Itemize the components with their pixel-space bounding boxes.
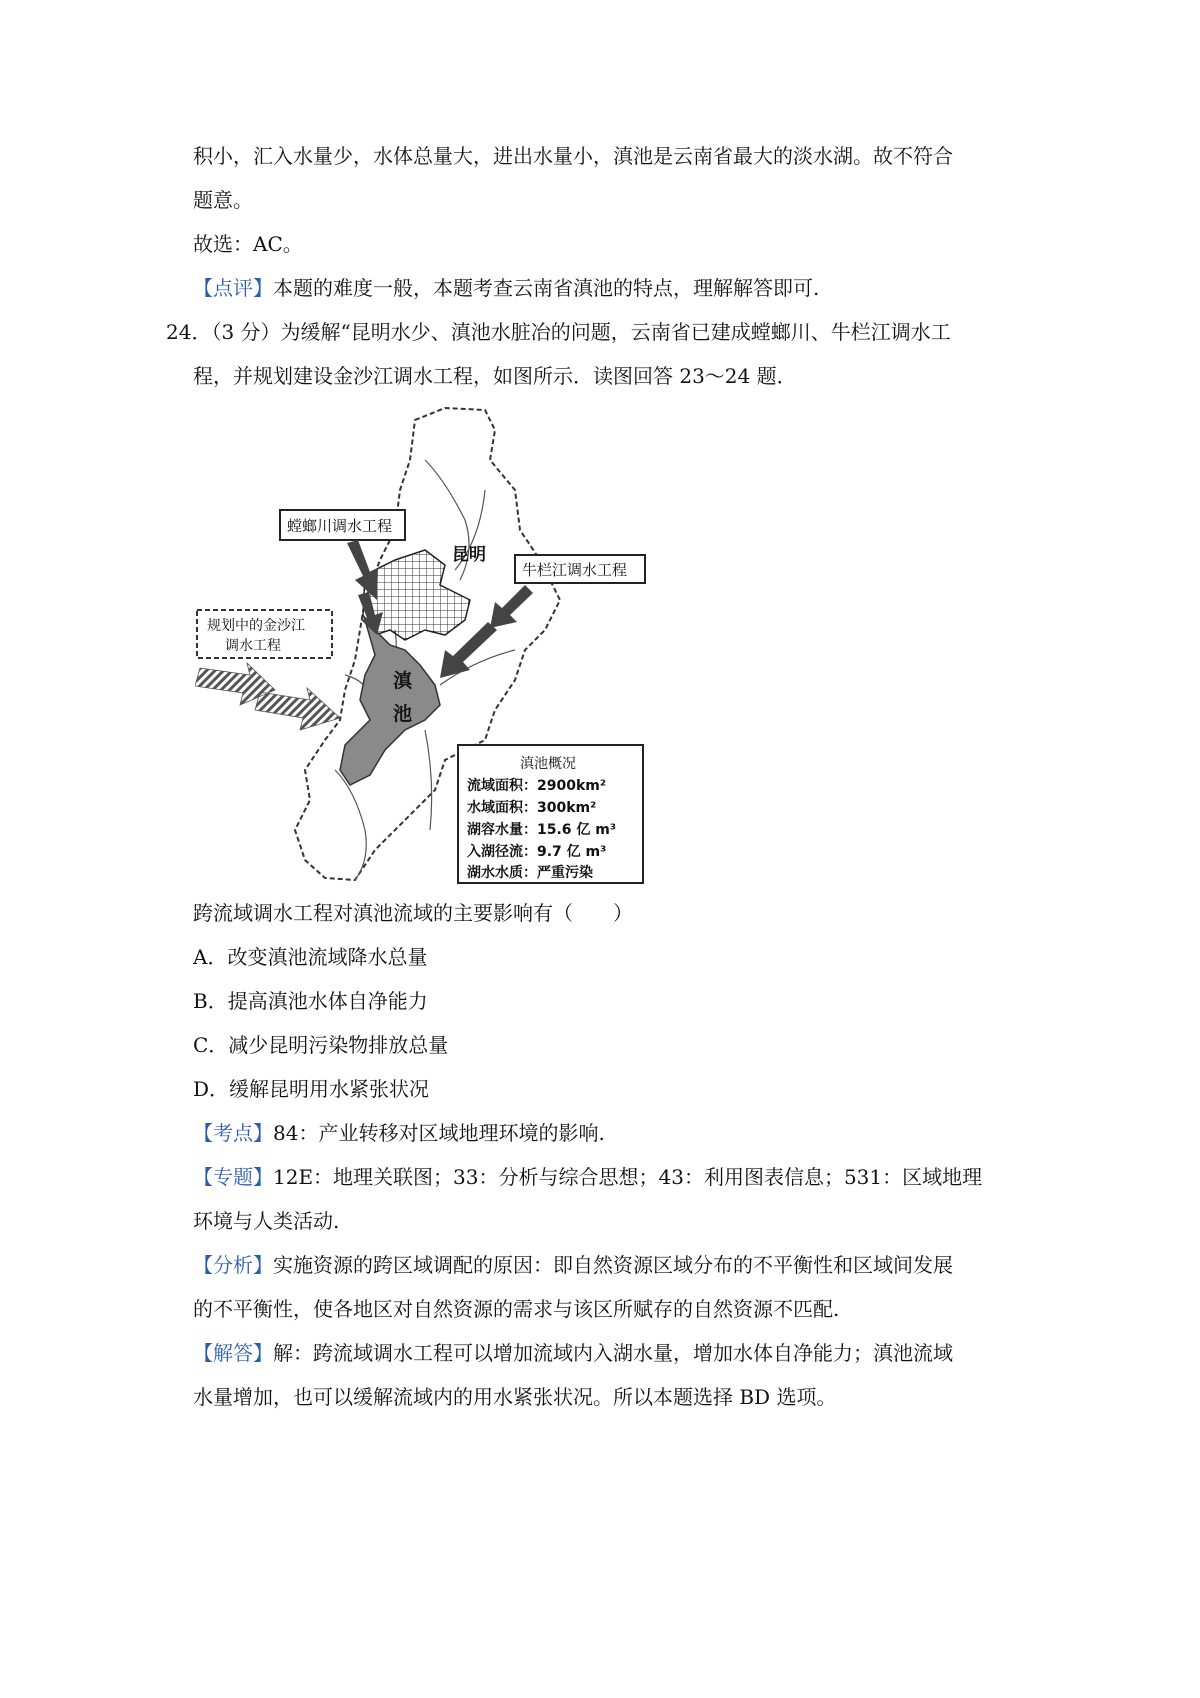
zhuanti: [193, 1163, 982, 1191]
comment: [193, 274, 819, 302]
answer-choice: 故选：AC。: [193, 232, 303, 256]
question-stem: [166, 318, 951, 346]
river: [425, 730, 432, 830]
kaodian-text: 84：产业转移对区域地理环境的影响.: [273, 1121, 605, 1145]
question-score: （3 分）: [211, 320, 281, 344]
jieda-line2: 水量增加，也可以缓解流域内的用水紧张状况。所以本题选择 BD 选项。: [193, 1385, 837, 1409]
jinsha-label-2: 调水工程: [225, 638, 281, 654]
kaodian-tag: 【考点】: [193, 1121, 273, 1145]
info-title: 滇池概况: [520, 756, 576, 772]
question-number: 24．: [166, 320, 212, 344]
info-line: 流域面积：2900km²: [467, 778, 606, 794]
jinsha-label-1: 规划中的金沙江: [207, 618, 305, 634]
jinsha-arrow-2: [255, 688, 340, 730]
option-d: D．缓解昆明用水紧张状况: [193, 1077, 430, 1101]
question-stem-line2: 程，并规划建设金沙江调水工程，如图所示．读图回答 23～24 题．: [193, 364, 797, 388]
fenxi-text: 实施资源的跨区域调配的原因：即自然资源区域分布的不平衡性和区域间发展: [273, 1253, 953, 1277]
niulan-arrow: [490, 585, 533, 628]
info-line: 入湖径流：9.7 亿 m³: [467, 844, 607, 860]
option-c: C．减少昆明污染物排放总量: [193, 1033, 449, 1057]
fenxi: [193, 1251, 953, 1279]
chi-label: 池: [393, 703, 413, 725]
option-b: B．提高滇池水体自净能力: [193, 989, 428, 1013]
info-line: 湖容水量：15.6 亿 m³: [467, 822, 617, 838]
tanglang-label: 螳螂川调水工程: [287, 517, 393, 535]
fenxi-tag: 【分析】: [193, 1253, 273, 1277]
comment-tag: 【点评】: [193, 276, 273, 300]
jieda: [193, 1339, 953, 1367]
kaodian: [193, 1119, 605, 1147]
question-stem-line1: 为缓解“昆明水少、滇池水脏冶的问题，云南省已建成螳螂川、牛栏江调水工: [280, 320, 951, 344]
info-line: 湖水水质：严重污染: [467, 865, 593, 881]
jieda-text: 解：跨流域调水工程可以增加流域内入湖水量，增加水体自净能力；滇池流域: [273, 1341, 953, 1365]
question-prompt: 跨流域调水工程对滇池流域的主要影响有（ ）: [193, 901, 633, 925]
fenxi-line2: 的不平衡性，使各地区对自然资源的需求与该区所赋存的自然资源不匹配.: [193, 1297, 840, 1321]
comment-text: 本题的难度一般，本题考查云南省滇池的特点，理解解答即可.: [273, 276, 820, 300]
niulan-label: 牛栏江调水工程: [522, 561, 628, 579]
dianchi-map: [195, 400, 665, 890]
dian-label: 滇: [393, 670, 413, 692]
zhuanti-text: 12E：地理关联图；33：分析与综合思想；43：利用图表信息；531：区域地理: [273, 1165, 983, 1189]
kunming-label: 昆明: [452, 545, 486, 565]
text-line: 积小，汇入水量少，水体总量大，进出水量小，滇池是云南省最大的淡水湖。故不符合: [193, 144, 953, 168]
river: [335, 770, 366, 880]
zhuanti-tag: 【专题】: [193, 1165, 273, 1189]
text-line: 题意。: [193, 188, 253, 212]
dianchi-lake: [340, 620, 440, 785]
option-a: A．改变滇池流域降水总量: [193, 945, 428, 969]
zhuanti-line2: 环境与人类活动.: [193, 1209, 340, 1233]
jieda-tag: 【解答】: [193, 1341, 273, 1365]
info-line: 水域面积：300km²: [467, 800, 597, 816]
